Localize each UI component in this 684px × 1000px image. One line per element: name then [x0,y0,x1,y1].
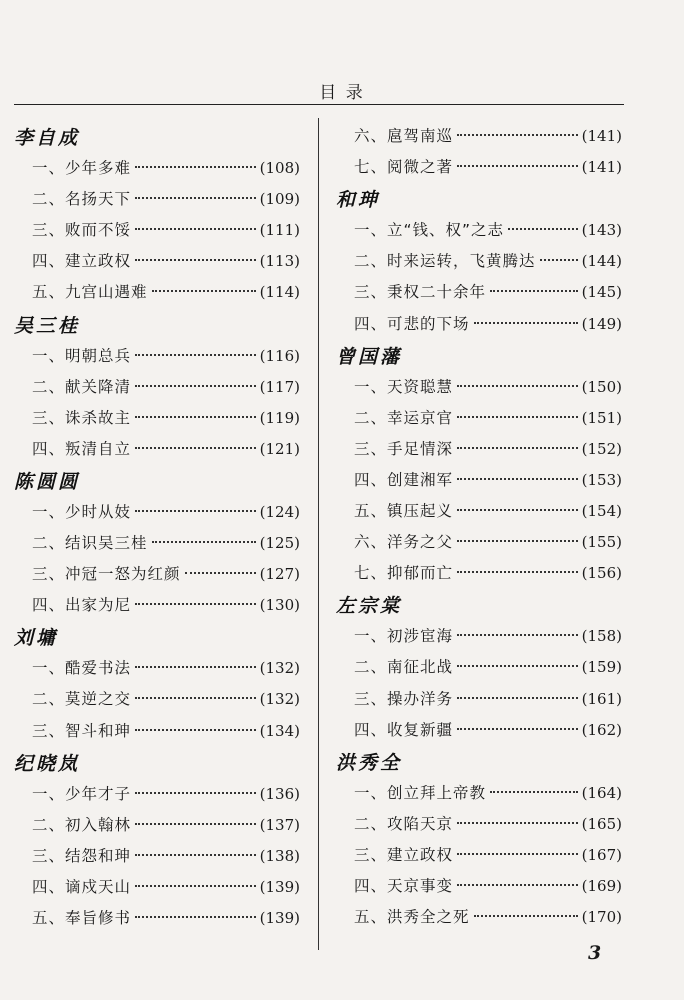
dot-leader [135,603,256,605]
dot-leader [135,385,256,387]
section-heading: 左宗棠 [336,595,403,618]
dot-leader [457,416,578,418]
toc-entry[interactable] [14,531,300,555]
entry-title: 三、败而不馁 [32,221,132,240]
toc-entry[interactable] [14,593,300,617]
toc-entry[interactable] [14,249,300,273]
entry-page-number: (167) [581,845,622,864]
entry-title: 三、秉权二十余年 [354,283,487,302]
entry-page-number: (132) [259,659,300,678]
toc-entry[interactable] [14,844,300,868]
entry-title: 七、抑郁而亡 [354,564,454,583]
toc-entry[interactable] [336,624,622,648]
entry-page-number: (164) [581,783,622,802]
entry-page-number: (114) [259,283,300,302]
section-heading: 吴三桂 [14,314,81,337]
entry-page-number: (150) [581,377,622,396]
entry-page-number: (127) [259,565,300,584]
entry-page-number: (161) [581,689,622,708]
entry-title: 三、手足情深 [354,439,454,458]
entry-page-number: (138) [259,846,300,865]
entry-page-number: (152) [581,439,622,458]
entry-page-number: (159) [581,658,622,677]
toc-entry[interactable] [336,155,622,179]
entry-title: 三、诛杀故主 [32,408,132,427]
entry-page-number: (124) [259,502,300,521]
toc-entry[interactable] [14,375,300,399]
entry-title: 二、莫逆之交 [32,690,132,709]
dot-leader [135,416,256,418]
entry-title: 一、立“钱、权”之志 [354,221,505,240]
dot-leader [457,509,578,511]
entry-title: 七、阅微之著 [354,158,454,177]
entry-page-number: (162) [581,720,622,739]
dot-leader [457,728,578,730]
entry-title: 三、冲冠一怒为红颜 [32,565,181,584]
entry-page-number: (117) [259,377,300,396]
entry-page-number: (169) [581,877,622,895]
toc-entry[interactable] [14,156,300,180]
entry-page-number: (141) [581,127,622,145]
toc-entry[interactable] [14,906,300,930]
entry-title: 四、出家为尼 [32,596,132,615]
dot-leader [135,885,256,887]
entry-page-number: (170) [581,908,622,927]
entry-page-number: (144) [581,252,622,271]
dot-leader [135,697,256,699]
dot-leader [185,572,256,574]
entry-page-number: (158) [581,627,622,646]
entry-title: 六、扈驾南巡 [354,127,454,145]
entry-title: 一、创立拜上帝教 [354,783,487,802]
toc-entry[interactable] [14,782,300,806]
entry-title: 三、操办洋务 [354,689,454,708]
entry-title: 六、洋务之父 [354,533,454,552]
dot-leader [135,854,256,856]
toc-entry[interactable] [336,905,622,929]
toc-entry[interactable] [336,687,622,711]
entry-page-number: (116) [259,346,300,365]
entry-title: 二、献关降清 [32,377,132,396]
header-rule [14,104,624,105]
toc-entry[interactable] [14,875,300,899]
dot-leader [135,916,256,918]
toc-entry[interactable] [336,437,622,461]
entry-title: 四、谪戍天山 [32,877,132,896]
entry-title: 一、少时从妓 [32,502,132,521]
toc-entry[interactable] [14,687,300,711]
toc-entry[interactable] [336,874,622,898]
toc-entry[interactable] [336,124,622,148]
entry-title: 一、少年多难 [32,159,132,177]
entry-title: 一、天资聪慧 [354,377,454,396]
dot-leader [135,729,256,731]
toc-entry[interactable] [336,312,622,336]
entry-title: 二、名扬天下 [32,190,132,209]
entry-title: 二、初入翰林 [32,815,132,834]
dot-leader [135,228,256,230]
entry-page-number: (143) [581,221,622,240]
page-title: 目 录 [319,83,365,103]
dot-leader [457,385,578,387]
dot-leader [508,228,578,230]
dot-leader [135,510,256,512]
toc-entry[interactable] [336,812,622,836]
section-heading: 纪晓岚 [14,752,81,775]
dot-leader [490,791,578,793]
entry-page-number: (121) [259,439,300,458]
dot-leader [457,478,578,480]
entry-title: 四、天京事变 [354,877,454,895]
dot-leader [457,697,578,699]
dot-leader [135,447,256,449]
dot-leader [152,541,256,543]
dot-leader [457,571,578,573]
toc-entry[interactable] [14,437,300,461]
dot-leader [135,166,256,168]
entry-page-number: (139) [259,909,300,927]
dot-leader [474,322,578,324]
toc-entry[interactable] [336,499,622,523]
toc-entry[interactable] [336,843,622,867]
entry-page-number: (154) [581,502,622,520]
entry-page-number: (111) [259,221,300,240]
entry-title: 五、镇压起义 [354,502,454,520]
dot-leader [135,823,256,825]
entry-page-number: (145) [581,283,622,302]
entry-page-number: (119) [259,408,300,427]
entry-page-number: (139) [259,877,300,896]
entry-title: 四、建立政权 [32,252,132,271]
toc-entry[interactable] [336,530,622,554]
entry-page-number: (149) [581,314,622,333]
dot-leader [135,197,256,199]
entry-title: 二、攻陷天京 [354,814,454,833]
entry-title: 五、奉旨修书 [32,909,132,927]
entry-page-number: (134) [259,721,300,740]
dot-leader [457,165,578,167]
entry-page-number: (137) [259,815,300,834]
entry-page-number: (113) [259,252,300,271]
dot-leader [135,666,256,668]
dot-leader [457,540,578,542]
toc-entry[interactable] [14,218,300,242]
entry-title: 四、可悲的下场 [354,314,470,333]
entry-title: 三、智斗和珅 [32,721,132,740]
toc-entry[interactable] [336,561,622,585]
entry-page-number: (109) [259,190,300,209]
toc-entry[interactable] [14,187,300,211]
dot-leader [135,354,256,356]
section-heading: 刘墉 [14,627,59,650]
entry-title: 五、洪秀全之死 [354,908,470,927]
entry-page-number: (130) [259,596,300,615]
entry-page-number: (156) [581,564,622,583]
entry-title: 二、时来运转，飞黄腾达 [354,252,536,271]
entry-page-number: (136) [259,784,300,803]
dot-leader [135,792,256,794]
entry-title: 一、初涉宦海 [354,627,454,646]
entry-title: 四、收复新疆 [354,720,454,739]
dot-leader [474,915,578,917]
dot-leader [457,447,578,449]
page-number: 3 [588,942,602,964]
dot-leader [457,665,578,667]
section-heading: 李自成 [14,127,81,149]
entry-page-number: (153) [581,470,622,489]
dot-leader [457,884,578,886]
dot-leader [457,634,578,636]
entry-page-number: (132) [259,690,300,709]
toc-entry[interactable] [14,500,300,524]
toc-entry[interactable] [336,249,622,273]
section-heading: 洪秀全 [336,751,403,774]
entry-title: 二、南征北战 [354,658,454,677]
entry-title: 四、叛清自立 [32,439,132,458]
toc-entry[interactable] [336,718,622,742]
toc-entry[interactable] [14,406,300,430]
entry-page-number: (141) [581,158,622,177]
entry-title: 四、创建湘军 [354,470,454,489]
toc-entry[interactable] [336,280,622,304]
entry-page-number: (165) [581,814,622,833]
toc-entry[interactable] [336,781,622,805]
column-divider [318,118,319,950]
dot-leader [540,259,578,261]
entry-page-number: (108) [259,159,300,177]
toc-entry[interactable] [14,280,300,304]
entry-title: 二、结识吴三桂 [32,534,148,552]
section-heading: 和珅 [336,189,381,212]
entry-title: 一、明朝总兵 [32,346,132,365]
toc-entry[interactable] [14,813,300,837]
toc-entry[interactable] [336,218,622,242]
toc-entry[interactable] [14,344,300,368]
entry-title: 一、少年才子 [32,784,132,803]
dot-leader [457,853,578,855]
toc-entry[interactable] [336,655,622,679]
entry-page-number: (151) [581,408,622,427]
section-heading: 陈圆圆 [14,470,81,493]
toc-entry[interactable] [14,719,300,743]
entry-title: 三、建立政权 [354,845,454,864]
entry-page-number: (155) [581,533,622,552]
toc-entry[interactable] [336,406,622,430]
dot-leader [135,259,256,261]
entry-title: 五、九宫山遇难 [32,283,148,302]
section-heading: 曾国藩 [336,345,403,368]
entry-page-number: (125) [259,534,300,552]
dot-leader [490,290,578,292]
dot-leader [457,822,578,824]
entry-title: 二、幸运京官 [354,408,454,427]
toc-entry[interactable] [336,375,622,399]
entry-title: 一、酷爱书法 [32,659,132,678]
dot-leader [457,134,578,136]
entry-title: 三、结怨和珅 [32,846,132,865]
dot-leader [152,290,256,292]
toc-entry[interactable] [14,562,300,586]
toc-entry[interactable] [336,468,622,492]
toc-entry[interactable] [14,656,300,680]
